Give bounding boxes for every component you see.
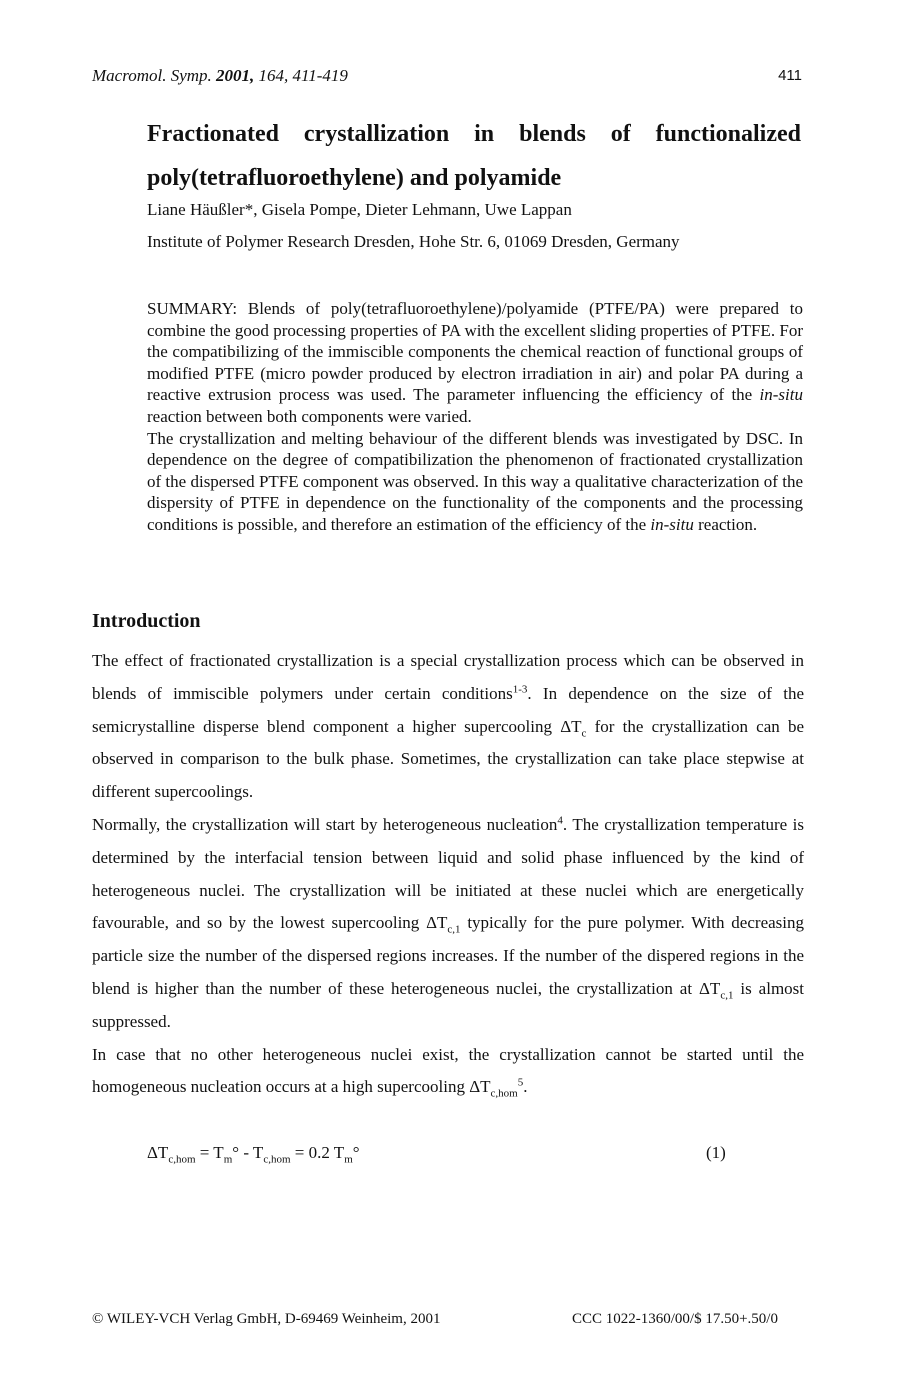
intro-paragraph-2 — [92, 809, 804, 1039]
affiliation: Institute of Polymer Research Dresden, Hohe Str. 6, 01069 Dresden, Germany — [147, 232, 680, 251]
subscript: c — [581, 726, 587, 739]
intro-text: . The crystallization temperature is determined by the interfacial tension between liquid and solid phase influenced by the kind of heterogeneous nuclei. The crystallization will be initiated at these nuclei which are energetically favourable, and so by the lowest supercooling ΔT — [92, 814, 804, 933]
author-list: Liane Häußler*, Gisela Pompe, Dieter Lehmann, Uwe Lappan — [147, 200, 572, 219]
eq-part: = 0.2 T — [290, 1143, 345, 1162]
intro-text: The effect of fractionated crystallization is a special crystallization process which can be observed in blends of immiscible polymers under certain conditions — [92, 651, 804, 703]
journal-volume-pages: 164, 411-419 — [258, 66, 348, 85]
footer-copyright: © WILEY-VCH Verlag GmbH, D-69469 Weinheim, 2001 — [92, 1311, 441, 1327]
summary-paragraph-2 — [147, 428, 803, 536]
running-header-journal — [92, 66, 348, 86]
summary-text: The crystallization and melting behaviour of the different blends was investigated by DSC. In dependence on the degree of compatibilization the phenomenon of fractionated crystallization of the dispersed PTFE component was observed. In this way a qualitative characterization of the dispersity of PTFE in dependence on the functionality of the components and the processing conditions is possible, and therefore an estimation of the efficiency of the — [147, 428, 803, 534]
introduction-body — [92, 645, 804, 1104]
eq-sub: c,hom — [263, 1153, 291, 1166]
journal-name: Macromol. Symp. — [92, 66, 212, 85]
equation-number: (1) — [706, 1143, 726, 1162]
journal-year: 2001, — [216, 66, 255, 85]
eq-part: ° - T — [232, 1143, 264, 1162]
intro-text: Normally, the crystallization will start by heterogeneous nucleation — [92, 814, 558, 834]
equation-1 — [147, 1143, 360, 1166]
eq-sub: m — [223, 1153, 233, 1166]
subscript: c,hom — [490, 1087, 518, 1100]
subscript: c,1 — [447, 923, 461, 936]
intro-text: is almost suppressed. — [92, 978, 805, 1031]
subscript: c,1 — [720, 989, 734, 1002]
eq-part: ΔT — [147, 1143, 169, 1162]
eq-sub: c,hom — [168, 1153, 196, 1166]
eq-part: ° — [352, 1143, 360, 1162]
title-line-2: poly(tetrafluoroethylene) and polyamide — [147, 165, 562, 191]
citation-ref: 4 — [557, 814, 563, 827]
intro-text: for the crystallization can be observed in comparison to the bulk phase. Sometimes, the crystallization can take place stepwise at different supercoolings. — [92, 716, 805, 802]
intro-paragraph-1 — [92, 645, 804, 809]
citation-ref: 5 — [517, 1076, 524, 1089]
intro-paragraph-3 — [92, 1039, 804, 1105]
intro-text: . In dependence on the size of the semicrystalline disperse blend component a higher supercooling ΔT — [92, 683, 804, 736]
page-number: 411 — [778, 67, 802, 84]
section-heading-introduction: Introduction — [92, 610, 201, 632]
summary-block — [147, 298, 803, 536]
eq-part: = T — [195, 1143, 224, 1162]
intro-text: typically for the pure polymer. With decreasing particle size the number of the dispersed regions increases. If the number of the dispered regions in the blend is higher than the number of these heterogeneous nuclei, the crystallization at ΔT — [92, 913, 804, 998]
summary-text: reaction between both components were varied. — [147, 406, 472, 426]
paper-title — [147, 112, 801, 200]
summary-text: SUMMARY: Blends of poly(tetrafluoroethylene)/polyamide (PTFE/PA) were prepared to combine the good processing properties of PA with the excellent sliding properties of PTFE. For the compatibilizing of the immiscible components the chemical reaction of functional groups of modified PTFE (micro powder produced by electron irradiation in air) and polar PA during a reactive extrusion process was used. The parameter influencing the efficiency of the — [147, 299, 803, 405]
intro-text: In case that no other heterogeneous nuclei exist, the crystallization cannot be started until the homogeneous nucleation occurs at a high supercooling ΔT — [92, 1044, 804, 1097]
citation-ref: 1-3 — [512, 683, 528, 696]
intro-text: . — [523, 1077, 528, 1097]
footer-ccc-code: CCC 1022-1360/00/$ 17.50+.50/0 — [572, 1311, 778, 1327]
eq-sub: m — [344, 1153, 353, 1166]
summary-emphasis: in-situ — [759, 385, 803, 405]
title-line-1: Fractionated crystallization in blends of functionalized — [147, 121, 801, 147]
summary-text: reaction. — [693, 514, 758, 534]
summary-emphasis: in-situ — [650, 514, 694, 534]
summary-paragraph-1 — [147, 298, 803, 428]
